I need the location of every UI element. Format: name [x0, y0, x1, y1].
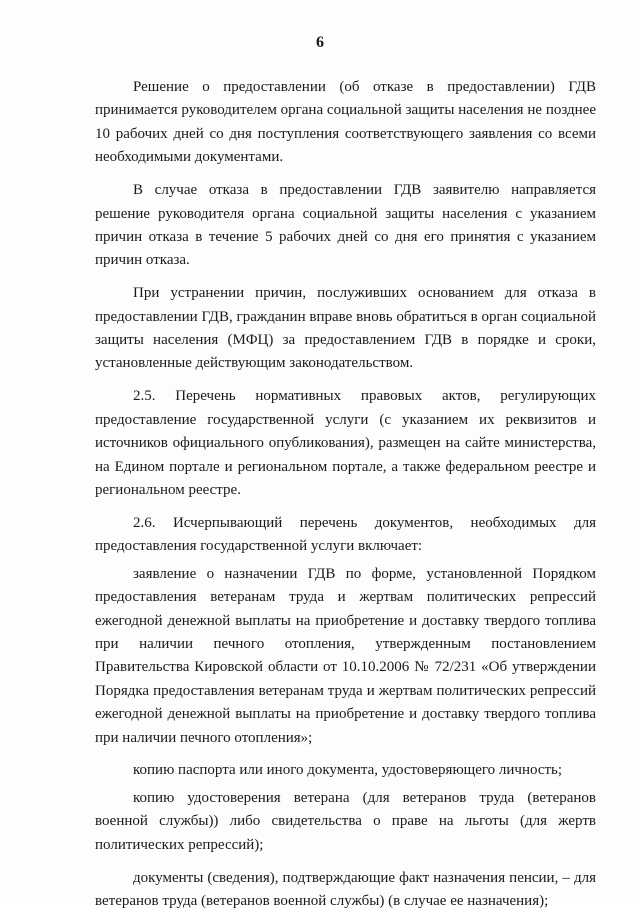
paragraph-refusal: В случае отказа в предоставлении ГДВ заявителю направляется решение руководителя органа социальной защиты населения с указанием причин отказа в течение 5 рабочих дней со дня его принятия с указанием причин отказа.	[95, 182, 596, 269]
list-item-passport: копию паспорта или иного документа, удостоверяющего личность;	[133, 762, 563, 779]
document-body	[95, 76, 596, 923]
paragraph-decision: Решение о предоставлении (об отказе в предоставлении) ГДВ принимается руководителем органа социальной защиты населения не позднее 10 рабочих дней со дня поступления соответствующего заявления со всеми необходимыми документами.	[95, 79, 596, 166]
list-item-pension-documents: документы (сведения), подтверждающие факт назначения пенсии, – для ветеранов труда (ветеранов военной службы) (в случае ее назначения);	[95, 869, 596, 909]
page-number: 6	[316, 34, 324, 51]
list-item-veteran-certificate: копию удостоверения ветерана (для ветеранов труда (ветеранов военной службы)) либо свидетельства о праве на льготы (для жертв политических репрессий);	[95, 789, 596, 853]
paragraph-section-2-5: 2.5. Перечень нормативных правовых актов, регулирующих предоставление государственной услуги (с указанием их реквизитов и источников официального опубликования), размещен на сайте министерства, на Едином портале и региональном портале, а также федеральном реестре и региональном реестре.	[95, 388, 596, 498]
paragraph-reapply: При устранении причин, послуживших основанием для отказа в предоставлении ГДВ, гражданин вправе вновь обратиться в орган социальной защиты населения (МФЦ) за предоставлением ГДВ в порядке и сроки, установленные действующим законодательством.	[95, 285, 596, 372]
list-item-application: заявление о назначении ГДВ по форме, установленной Порядком предоставления ветеранам труда и жертвам политических репрессий ежегодной денежной выплаты на приобретение и доставку твердого топлива при наличии печного отопления, утвержденным постановлением Правительства Кировской области от 10.10.2006 № 72/231 «Об утверждении Порядка предоставления ветеранам труда и жертвам политических репрессий ежегодной денежной выплаты на приобретение и доставку твердого топлива при наличии печного отопления»;	[95, 565, 596, 746]
paragraph-section-2-6: 2.6. Исчерпывающий перечень документов, необходимых для предоставления государственной услуги включает:	[95, 514, 596, 555]
